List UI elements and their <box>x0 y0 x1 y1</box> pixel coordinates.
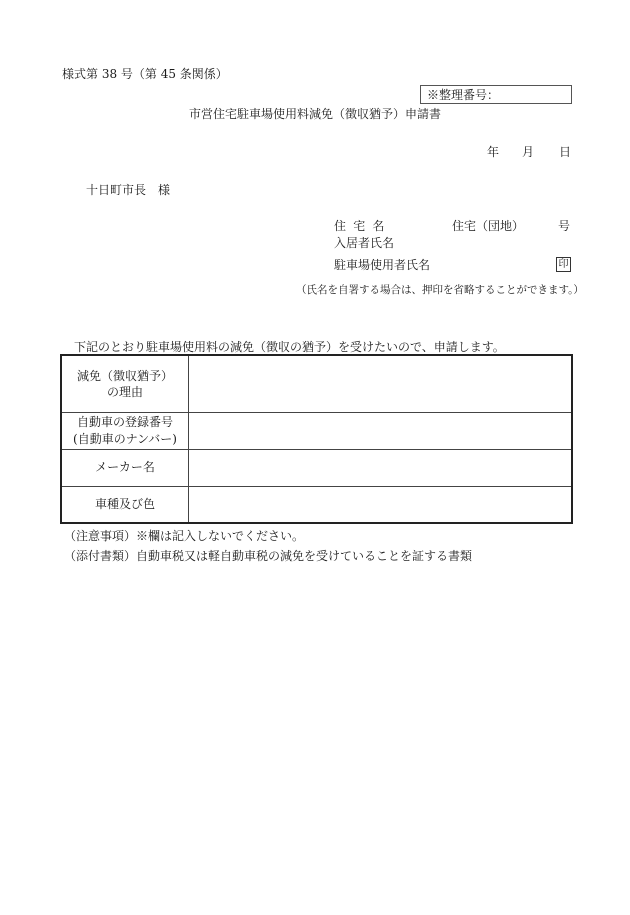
model-color-label: 車種及び色 <box>94 497 155 512</box>
table-row <box>61 486 572 523</box>
housing-name-label: 住宅名 <box>334 219 392 233</box>
date-year-label: 年 <box>487 145 500 159</box>
resident-name-label: 入居者氏名 <box>334 236 395 250</box>
reason-label-line2: の理由 <box>106 384 143 399</box>
application-table <box>60 354 573 524</box>
table-row <box>61 449 572 486</box>
table-row <box>61 355 572 412</box>
attachment-note: （添付書類）自動車税又は軽自動車税の減免を受けていることを証する書類 <box>64 549 473 563</box>
signature-note: （氏名を自署する場合は、押印を省略することができます。） <box>296 284 584 296</box>
application-intro: 下記のとおり駐車場使用料の減免（徴収の猶予）を受けたいので、申請します。 <box>74 340 505 354</box>
maker-label-cell <box>61 449 189 486</box>
registration-label-line1: 自動車の登録番号 <box>76 415 173 430</box>
model-color-value-cell[interactable] <box>189 486 573 523</box>
seal-mark: 印 <box>556 257 571 272</box>
form-number: 様式第 38 号（第 45 条関係） <box>62 67 228 81</box>
maker-label: メーカー名 <box>95 460 155 475</box>
model-color-label-cell <box>61 486 189 523</box>
reason-value-cell[interactable] <box>189 355 573 412</box>
caution-note: （注意事項）※欄は記入しないでください。 <box>64 529 305 543</box>
addressee: 十日町市長 様 <box>86 183 171 197</box>
registration-label-cell <box>61 412 189 449</box>
reference-number-box <box>420 85 572 104</box>
registration-value-cell[interactable] <box>189 412 573 449</box>
document-title: 市営住宅駐車場使用料減免（徴収猶予）申請書 <box>188 107 441 121</box>
reason-label-cell <box>61 355 189 412</box>
parking-user-name-label: 駐車場使用者氏名 <box>334 258 431 272</box>
date-month-label: 月 <box>522 145 535 159</box>
registration-label-line2: (自動車のナンバー) <box>73 431 177 446</box>
table-row <box>61 412 572 449</box>
reference-number-label: ※整理番号： <box>427 88 500 102</box>
unit-number-suffix: 号 <box>558 219 571 233</box>
date-day-label: 日 <box>559 145 572 159</box>
reason-label-line1: 減免（徴収猶予） <box>76 368 173 383</box>
housing-complex-label: 住宅（団地） <box>452 219 525 233</box>
maker-value-cell[interactable] <box>189 449 573 486</box>
